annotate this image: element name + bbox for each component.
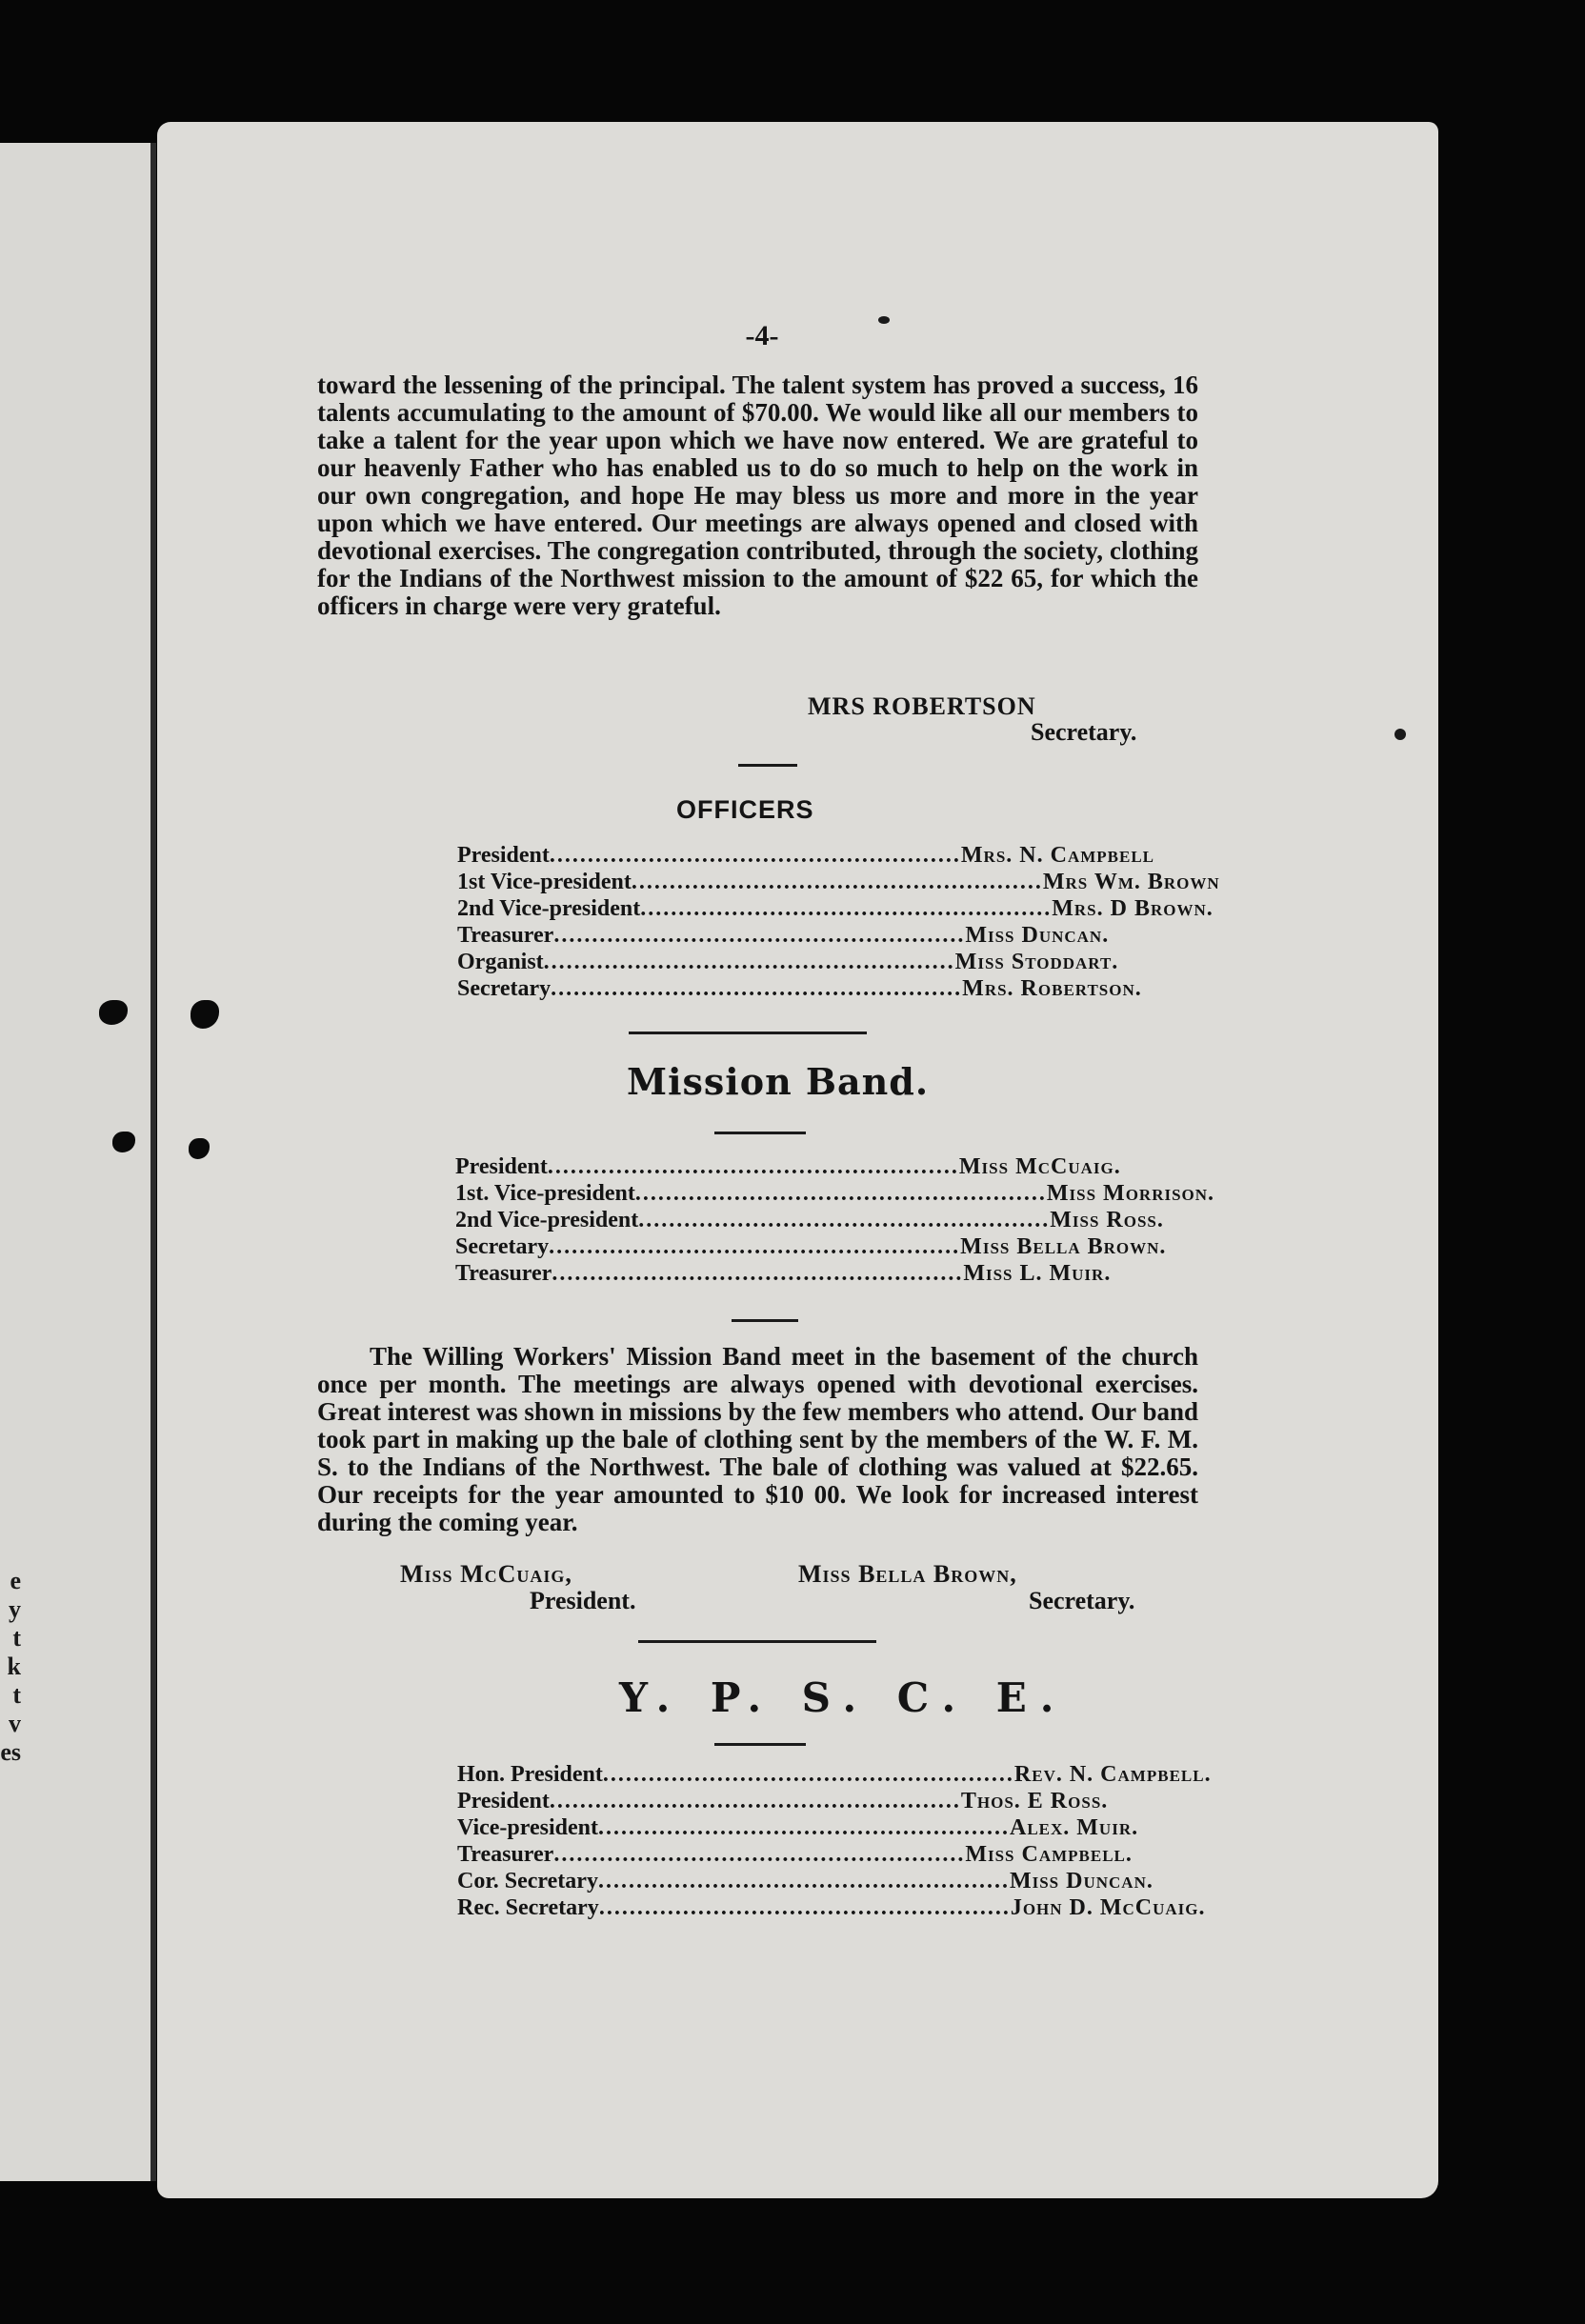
president-signature-title: President. bbox=[530, 1587, 636, 1614]
leader-dots: ...................................................... bbox=[553, 923, 966, 948]
officer-role: 1st. Vice-president bbox=[455, 1181, 635, 1206]
officer-row bbox=[457, 1842, 1133, 1868]
edge-letter: v bbox=[9, 1710, 21, 1737]
officer-name: Miss Bella Brown. bbox=[960, 1234, 1167, 1259]
officer-row bbox=[457, 950, 1119, 975]
leader-dots: ...................................................... bbox=[634, 1181, 1047, 1206]
mission-band-paragraph: The Willing Workers' Mission Band meet in the basement of the church once per month. The meetings are always opened with devotional exercises. Great interest was shown in missions by the few members who attend. Our band took part in making up the bale of clothing sent by the members of the W. F. M. S. to the Indians of the Northwest. The bale of clothing was valued at $22.65. Our receipts for the year amounted to $10 00. We look for increased interest during the coming year. bbox=[317, 1342, 1198, 1536]
edge-letter: e bbox=[10, 1567, 21, 1594]
officer-row bbox=[455, 1181, 1215, 1207]
officer-name: Mrs. Robertson. bbox=[962, 976, 1142, 1001]
leader-dots: ...................................................... bbox=[638, 1208, 1051, 1232]
officer-row bbox=[457, 870, 1220, 895]
officer-row bbox=[457, 896, 1214, 922]
officer-role: 1st Vice-president bbox=[457, 870, 632, 894]
ink-speck bbox=[878, 316, 890, 324]
officer-role: Treasurer bbox=[457, 923, 554, 948]
officer-row bbox=[457, 923, 1110, 949]
edge-letter: es bbox=[0, 1738, 21, 1766]
opening-paragraph: toward the lessening of the principal. The talent system has proved a success, 16 talents accumulating to the amount of $70.00. We would like all our members to take a talent for the year upon which we have now entered. We are grateful to our heavenly Father who has enabled us to do so much to help on the work in our own congregation, and hope He may bless us more and more in the year upon which we have entered. Our meetings are always opened and closed with devotional exercises. The congregation contributed, through the society, clothing for the Indians of the Northwest mission to the amount of $22 65, for which the officers in charge were very grateful. bbox=[317, 371, 1198, 620]
officer-role: 2nd Vice-president bbox=[457, 896, 641, 921]
officer-row bbox=[455, 1261, 1112, 1287]
officer-name: John D. McCuaig. bbox=[1010, 1895, 1206, 1920]
officer-name: Miss Morrison. bbox=[1046, 1181, 1215, 1206]
secretary-signature-title: Secretary. bbox=[1029, 1587, 1135, 1614]
officer-role: Vice-president bbox=[457, 1815, 598, 1840]
officer-name: Mrs. D Brown. bbox=[1052, 896, 1214, 921]
officer-name: Miss Campbell. bbox=[965, 1842, 1133, 1867]
officer-row bbox=[455, 1234, 1167, 1260]
officer-name: Miss McCuaig. bbox=[958, 1154, 1121, 1179]
edge-letter: t bbox=[12, 1624, 21, 1652]
officer-role: Rec. Secretary bbox=[457, 1895, 599, 1920]
section-divider bbox=[638, 1640, 876, 1643]
officer-row bbox=[457, 1869, 1154, 1894]
officer-role: Secretary bbox=[455, 1234, 550, 1259]
officer-row bbox=[457, 843, 1155, 869]
officer-role: 2nd Vice-president bbox=[455, 1208, 639, 1232]
officer-name: Thos. E Ross. bbox=[960, 1789, 1109, 1813]
left-page-edge-text bbox=[0, 1567, 21, 1767]
officer-name: Miss Duncan. bbox=[1009, 1869, 1154, 1893]
officer-role: Cor. Secretary bbox=[457, 1869, 598, 1893]
officer-row bbox=[455, 1154, 1121, 1180]
officer-name: Mrs Wm. Brown bbox=[1042, 870, 1220, 894]
ypsce-heading: Y. P. S. C. E. bbox=[619, 1674, 1068, 1721]
ink-blot bbox=[99, 1000, 128, 1025]
leader-dots: ...................................................... bbox=[553, 1842, 966, 1867]
section-divider bbox=[714, 1743, 806, 1746]
mission-band-heading: Mission Band. bbox=[627, 1060, 930, 1103]
officer-name: Miss Ross. bbox=[1050, 1208, 1164, 1232]
officer-role: President bbox=[457, 843, 550, 868]
section-divider bbox=[714, 1132, 806, 1134]
secretary-signature-name: MRS ROBERTSON bbox=[808, 692, 1036, 720]
officer-row bbox=[457, 1762, 1212, 1788]
president-signature-name: Miss McCuaig, bbox=[400, 1560, 572, 1588]
officer-name: Miss L. Muir. bbox=[963, 1261, 1112, 1286]
leader-dots: ...................................................... bbox=[640, 896, 1053, 921]
officer-row bbox=[457, 1815, 1139, 1841]
leader-dots: ...................................................... bbox=[549, 1234, 961, 1259]
officer-role: Organist bbox=[457, 950, 544, 974]
secretary-signature-name: Miss Bella Brown, bbox=[798, 1560, 1017, 1588]
edge-letter: k bbox=[7, 1653, 21, 1680]
leader-dots: ...................................................... bbox=[631, 870, 1043, 894]
officer-name: Miss Duncan. bbox=[965, 923, 1110, 948]
officer-role: Treasurer bbox=[457, 1842, 554, 1867]
leader-dots: ...................................................... bbox=[598, 1895, 1011, 1920]
section-divider bbox=[732, 1319, 798, 1322]
officer-name: Rev. N. Campbell. bbox=[1013, 1762, 1212, 1787]
leader-dots: ...................................................... bbox=[552, 1261, 964, 1286]
officer-row bbox=[457, 1789, 1109, 1814]
officers-list bbox=[457, 843, 1220, 1005]
officer-role: President bbox=[455, 1154, 548, 1179]
officer-name: Miss Stoddart. bbox=[954, 950, 1119, 974]
leader-dots: ...................................................... bbox=[543, 950, 955, 974]
officer-role: Secretary bbox=[457, 976, 552, 1001]
leader-dots: ...................................................... bbox=[597, 1869, 1010, 1893]
page-number: -4- bbox=[745, 320, 779, 351]
ink-speck bbox=[1394, 729, 1406, 740]
leader-dots: ...................................................... bbox=[551, 976, 963, 1001]
section-divider bbox=[629, 1032, 867, 1034]
edge-letter: y bbox=[9, 1595, 21, 1623]
leader-dots: ...................................................... bbox=[549, 1789, 961, 1813]
ypsce-officers-list bbox=[457, 1762, 1212, 1929]
officer-name: Alex. Muir. bbox=[1009, 1815, 1139, 1840]
secretary-signature-title: Secretary. bbox=[1031, 718, 1137, 746]
leader-dots: ...................................................... bbox=[597, 1815, 1010, 1840]
left-page-fragment bbox=[0, 143, 156, 2181]
officer-role: Treasurer bbox=[455, 1261, 552, 1286]
officer-role: Hon. President bbox=[457, 1762, 603, 1787]
leader-dots: ...................................................... bbox=[549, 843, 961, 868]
edge-letter: t bbox=[12, 1681, 21, 1709]
leader-dots: ...................................................... bbox=[602, 1762, 1014, 1787]
officer-name: Mrs. N. Campbell bbox=[960, 843, 1155, 868]
section-divider bbox=[738, 764, 797, 767]
ink-blot bbox=[112, 1132, 135, 1152]
officer-row bbox=[457, 976, 1142, 1002]
mission-band-officers-list bbox=[455, 1154, 1215, 1292]
officers-heading: OFFICERS bbox=[676, 795, 814, 824]
officer-row bbox=[457, 1895, 1206, 1921]
leader-dots: ...................................................... bbox=[547, 1154, 959, 1179]
officer-role: President bbox=[457, 1789, 550, 1813]
officer-row bbox=[455, 1208, 1164, 1233]
